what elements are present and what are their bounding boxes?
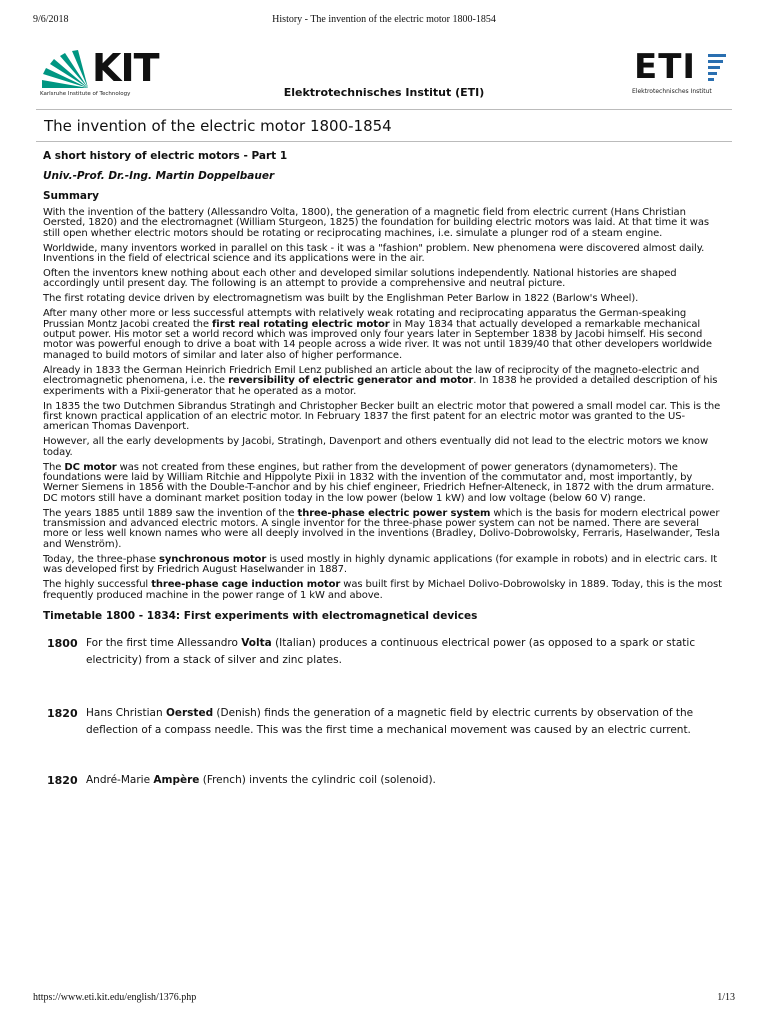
summary-paragraph: [43, 309, 725, 361]
summary-paragraph: [43, 437, 725, 458]
timeline-text-part: (French) invents the cylindric coil (solenoid).: [199, 773, 436, 786]
paragraph-highlight: reversibility of electric generator and motor: [228, 375, 474, 387]
print-header: [33, 14, 735, 28]
summary-paragraph: [43, 580, 725, 601]
timeline-entry: [43, 772, 725, 789]
paragraph-highlight: synchronous motor: [159, 553, 267, 565]
paragraph-text: Often the inventors knew nothing about each other and developed similar solutions independently. National histories are shaped accordingly until present day. The following is an attempt to provide a comprehensive and neutral picture.: [43, 268, 677, 290]
paragraph-text: With the invention of the battery (Allessandro Volta, 1800), the generation of a magnetic field from electric current (Hans Christian Oersted, 1820) and the electromagnet (William Sturgeon, 1825) the foundation for building electric motors was laid. At that time it was still open whether electric motors should be rotating or reciprocating machines, i.e. simulate a plunger rod of a steam engine.: [43, 207, 710, 239]
summary-paragraph: [43, 269, 725, 290]
timeline-text-part: (Italian) produces a continuous electrical power (as opposed to a spark or static electricity) from a stack of silver and zinc plates.: [86, 636, 696, 666]
summary-paragraph: [43, 555, 725, 576]
article-author: Univ.-Prof. Dr.-Ing. Martin Doppelbauer: [43, 170, 275, 182]
print-footer: [33, 992, 735, 1006]
eti-logo[interactable]: [632, 48, 732, 104]
timeline-text-part: André-Marie: [86, 773, 154, 786]
institute-title: Elektrotechnisches Institut (ETI): [283, 86, 485, 99]
timeline-person: Volta: [241, 636, 272, 649]
paragraph-text: was not created from these engines, but rather from the development of power generators (dynamometers). The foundations were laid by William Ritchie and Hippolyte Pixii in 1832 with the invention of the commutator and, most importantly, by Werner Siemens in 1856 with the Double-T-anchor and by his chief engineer, Friedrich Hefner-Alteneck, in 1872 with the drum armature. DC motors still have a dominant market position today in the low power (below 1 kW) and low voltage (below 60 V) range.: [43, 461, 715, 504]
paragraph-text: However, all the early developments by Jacobi, Stratingh, Davenport and others eventually did not lead to the electric motors we know today.: [43, 436, 709, 458]
paragraph-text: . In 1838 he provided a detailed description of his experiments with a Pixii-generator that he operated as a motor.: [43, 375, 718, 397]
paragraph-highlight: first real rotating electric motor: [212, 318, 390, 330]
paragraph-highlight: three-phase electric power system: [297, 507, 491, 519]
paragraph-text: The first rotating device driven by electromagnetism was built by the Englishman Peter Barlow in 1822 (Barlow's Wheel).: [43, 293, 639, 305]
summary-paragraph: [43, 463, 725, 505]
summary-paragraphs: [43, 208, 725, 601]
timeline-text: [86, 772, 725, 789]
timeline-text-part: (Denish) finds the generation of a magnetic field by electric currents by observation of the deflection of a compass needle. This was the first time a mechanical movement was caused by an electric current.: [86, 706, 694, 736]
paragraph-text: was built first by Michael Dolivo-Dobrowolsky in 1889. Today, this is the most frequently produced machine in the power range of 1 kW and above.: [43, 579, 722, 601]
timeline-entry: [43, 705, 725, 739]
paragraph-text: Already in 1833 the German Heinrich Friedrich Emil Lenz published an article about the law of reciprocity of the magneto-electric and electromagnetic phenomena, i.e. the: [43, 364, 700, 387]
summary-paragraph: [43, 402, 725, 433]
timeline-text-part: Hans Christian: [86, 706, 166, 719]
paragraph-text: is used mostly in highly dynamic applications (for example in robots) and in electric cars. It was developed first by Friedrich August Haselwander in 1887.: [43, 553, 718, 576]
kit-subtitle: Karlsruhe Institute of Technology: [40, 91, 131, 97]
site-banner: [36, 42, 732, 104]
timeline-year: 1820: [47, 706, 78, 720]
kit-fan-icon: [40, 50, 90, 90]
summary-paragraph: [43, 244, 725, 265]
timeline-year: 1800: [47, 636, 78, 650]
page-url[interactable]: https://www.eti.kit.edu/english/1376.php: [33, 992, 197, 1003]
paragraph-text: The years 1885 until 1889 saw the invention of the: [43, 507, 298, 519]
timeline-list: [43, 635, 725, 789]
page-number: 1/13: [717, 992, 735, 1003]
banner-divider: [36, 109, 732, 110]
paragraph-text: After many other more or less successful attempts with relatively weak rotating and reciprocating apparatus the German-speaking Prussian Montz Jacobi created the: [43, 308, 687, 330]
kit-logo-text: KIT: [92, 46, 159, 90]
paragraph-highlight: three-phase cage induction motor: [151, 579, 341, 591]
eti-bars-icon: [708, 54, 728, 84]
paragraph-text: which is the basis for modern electrical power transmission and advanced electric motors. A single inventor for the three-phase power system can not be named. There are several more or less well known names who were all deeply involved in the inventions (Bradley, Dolivo-Dobrowolsky, Ferraris, Haselwander, Tesla and Wenström).: [43, 507, 720, 550]
paragraph-highlight: DC motor: [64, 461, 117, 473]
article-content: [43, 150, 725, 789]
print-date: 9/6/2018: [33, 14, 69, 25]
article-subtitle: A short history of electric motors - Part 1: [43, 150, 288, 162]
summary-heading: Summary: [43, 190, 100, 202]
paragraph-text: Today, the three-phase: [43, 553, 159, 565]
eti-subtitle: Elektrotechnisches Institut: [632, 88, 712, 95]
summary-paragraph: [43, 294, 725, 304]
paragraph-text: The highly successful: [43, 579, 152, 591]
timeline-text: [86, 635, 725, 669]
title-divider: [36, 141, 732, 142]
page-title: The invention of the electric motor 1800-1854: [44, 117, 392, 135]
timeline-text-part: For the first time Allessandro: [86, 636, 242, 649]
print-title: History - The invention of the electric motor 1800-1854: [272, 14, 496, 25]
eti-logo-text: ETI: [634, 47, 697, 87]
summary-paragraph: [43, 208, 725, 239]
summary-paragraph: [43, 509, 725, 551]
paragraph-text: Worldwide, many inventors worked in parallel on this task - it was a "fashion" problem. New phenomena were discovered almost daily. Inventions in the field of electrical science and its applications were in the air.: [43, 242, 705, 265]
timetable-heading: Timetable 1800 - 1834: First experiments with electromagnetical devices: [43, 609, 478, 622]
timeline-text: [86, 705, 725, 739]
timeline-person: Oersted: [165, 706, 214, 719]
paragraph-text: in May 1834 that actually developed a remarkable mechanical output power. His motor set a world record which was improved only four years later in September 1838 by Jacobi himself. His second motor was powerful enough to drive a boat with 14 people across a wide river. It was not until 1839/40 that other developers worldwide managed to build motors of similar and later also of higher performance.: [43, 318, 712, 361]
timeline-person: Ampère: [153, 773, 200, 786]
paragraph-text: In 1835 the two Dutchmen Sibrandus Stratingh and Christopher Becker built an electric motor that powered a small model car. This is the first known practical application of an electric motor. In February 1837 the first patent for an electric motor was granted to the US-american Thomas Davenport.: [43, 400, 721, 433]
paragraph-text: The: [43, 461, 65, 473]
summary-paragraph: [43, 366, 725, 397]
timeline-entry: [43, 635, 725, 669]
timeline-year: 1820: [47, 773, 78, 787]
